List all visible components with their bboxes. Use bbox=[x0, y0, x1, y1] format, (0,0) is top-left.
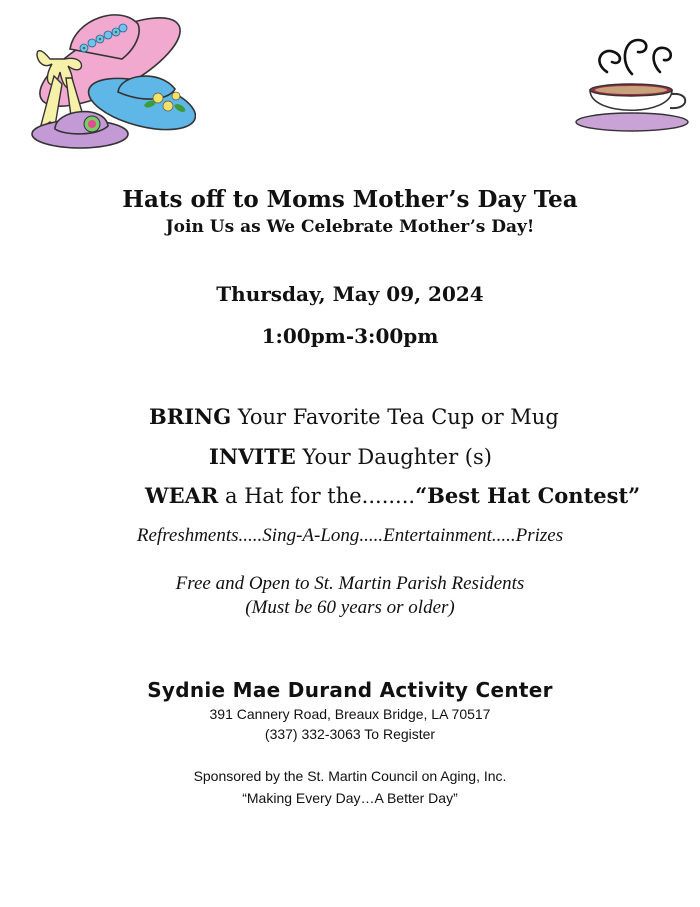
invite-keyword: INVITE bbox=[209, 444, 296, 469]
event-date: Thursday, May 09, 2024 bbox=[216, 282, 484, 306]
bring-text: Your Favorite Tea Cup or Mug bbox=[231, 405, 559, 429]
sponsor-motto: “Making Every Day…A Better Day” bbox=[242, 790, 458, 806]
wear-keyword: WEAR bbox=[145, 483, 219, 508]
age-requirement: (Must be 60 years or older) bbox=[245, 597, 455, 618]
event-time: 1:00pm-3:00pm bbox=[261, 324, 439, 348]
bring-instruction bbox=[149, 404, 559, 429]
venue-name: Sydnie Mae Durand Activity Center bbox=[147, 678, 553, 702]
invite-instruction bbox=[209, 444, 492, 469]
wear-text: a Hat for the........ bbox=[218, 484, 416, 508]
invite-text: Your Daughter (s) bbox=[295, 445, 492, 469]
bring-keyword: BRING bbox=[149, 404, 232, 429]
best-hat-contest: “Best Hat Contest” bbox=[415, 483, 641, 508]
sponsor-line: Sponsored by the St. Martin Council on Aging, Inc. bbox=[193, 768, 507, 784]
register-phone: (337) 332-3063 To Register bbox=[264, 726, 436, 742]
ladies-hats-icon bbox=[10, 4, 196, 154]
activities-list: Refreshments.....Sing-A-Long.....Entertainment.....Prizes bbox=[136, 525, 564, 546]
eligibility-text: Free and Open to St. Martin Parish Residents bbox=[175, 573, 525, 594]
event-title: Hats off to Moms Mother’s Day Tea bbox=[122, 186, 578, 213]
event-subtitle: Join Us as We Celebrate Mother’s Day! bbox=[165, 217, 535, 237]
venue-address: 391 Cannery Road, Breaux Bridge, LA 70517 bbox=[209, 706, 491, 722]
steaming-teacup-icon bbox=[572, 22, 692, 134]
wear-instruction bbox=[145, 483, 640, 508]
